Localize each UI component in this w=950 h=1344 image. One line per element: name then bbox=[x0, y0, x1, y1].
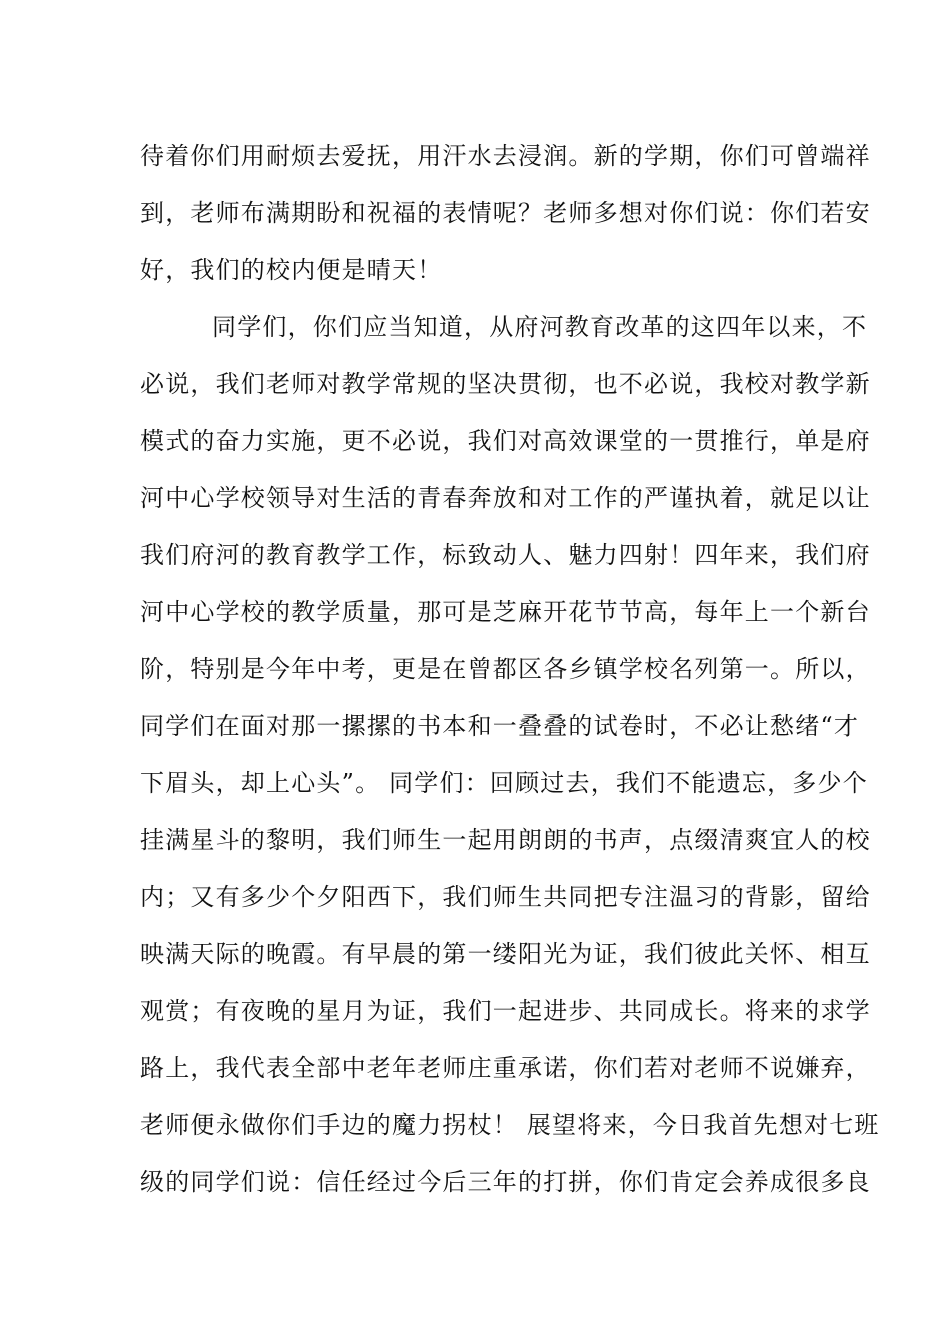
text-line: 到，老师布满期盼和祝福的表情呢？老师多想对你们说：你们若安 bbox=[140, 199, 871, 227]
text-line: 观赏；有夜晚的星月为证，我们一起进步、共同成长。将来的求学 bbox=[140, 997, 871, 1025]
body-text bbox=[140, 128, 880, 1211]
text-line: 河中心学校的教学质量，那可是芝麻开花节节高，每年上一个新台 bbox=[140, 598, 871, 626]
text-line: 阶，特别是今年中考，更是在曾都区各乡镇学校名列第一。所以， bbox=[140, 655, 871, 683]
text-line: 内；又有多少个夕阳西下，我们师生共同把专注温习的背影，留给 bbox=[140, 883, 871, 911]
text-line: 老师便永做你们手边的魔力拐杖！ 展望将来，今日我首先想对七班 bbox=[140, 1111, 880, 1139]
text-line: 级的同学们说：信任经过今后三年的打拼，你们肯定会养成很多良 bbox=[140, 1168, 871, 1196]
text-line: 模式的奋力实施，更不必说，我们对高效课堂的一贯推行，单是府 bbox=[140, 427, 871, 455]
text-line: 挂满星斗的黎明，我们师生一起用朗朗的书声，点缀清爽宜人的校 bbox=[140, 826, 871, 854]
text-line: 必说，我们老师对教学常规的坚决贯彻，也不必说，我校对教学新 bbox=[140, 370, 871, 398]
text-line: 好，我们的校内便是晴天！ bbox=[140, 256, 443, 284]
text-line: 路上，我代表全部中老年老师庄重承诺，你们若对老师不说嫌弃， bbox=[140, 1054, 871, 1082]
paragraph-first-line: 同学们，你们应当知道，从府河教育改革的这四年以来，不 bbox=[212, 313, 868, 341]
text-line: 我们府河的教育教学工作，标致动人、魅力四射！四年来，我们府 bbox=[140, 541, 871, 569]
text-line: 待着你们用耐烦去爱抚，用汗水去浸润。新的学期，你们可曾端祥 bbox=[140, 142, 871, 170]
text-line: 河中心学校领导对生活的青春奔放和对工作的严谨执着，就足以让 bbox=[140, 484, 871, 512]
text-line: 映满天际的晚霞。有早晨的第一缕阳光为证，我们彼此关怀、相互 bbox=[140, 940, 871, 968]
text-line: 下眉头，却上心头”。 同学们：回顾过去，我们不能遗忘，多少个 bbox=[140, 769, 868, 797]
text-line: 同学们在面对那一摞摞的书本和一叠叠的试卷时，不必让愁绪“才 bbox=[140, 712, 860, 740]
